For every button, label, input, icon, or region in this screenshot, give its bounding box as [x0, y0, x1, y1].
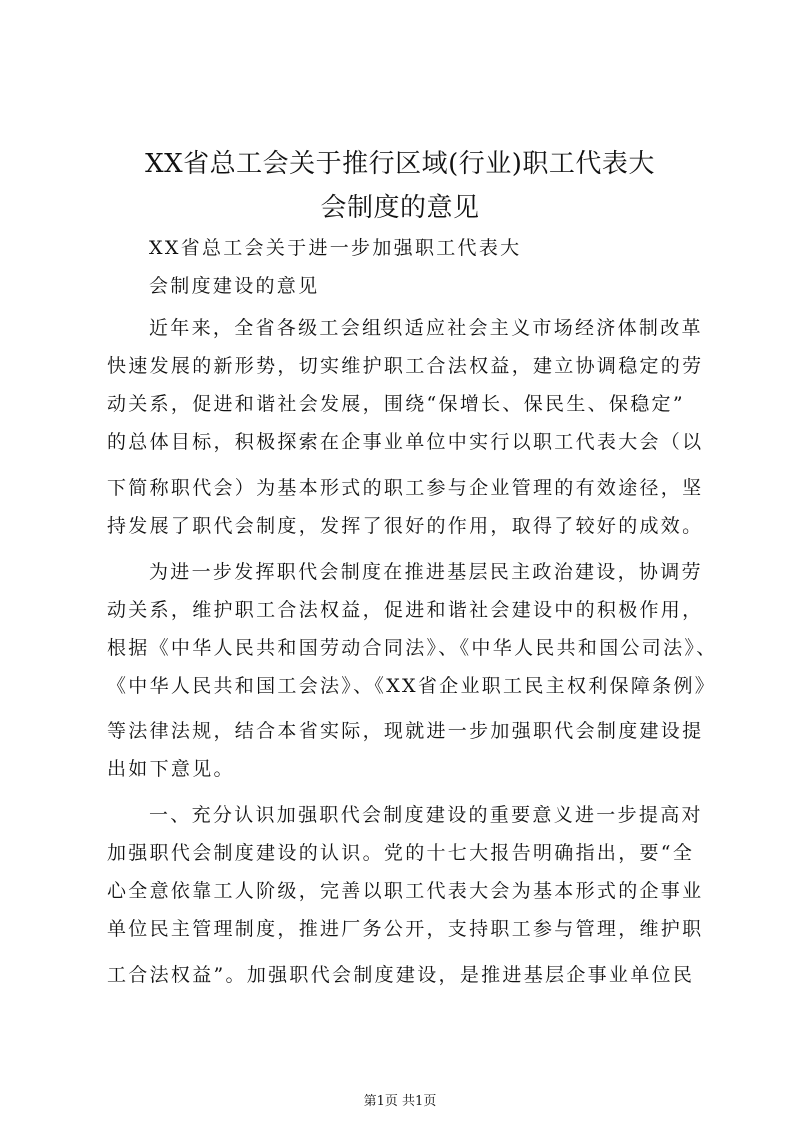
- body-line: 等法律法规，结合本省实际，现就进一步加强职代会制度建设提: [107, 720, 704, 742]
- subtitle-line-1: XX省总工会关于进一步加强职工代表大: [149, 237, 522, 259]
- body-line: 动关系，促进和谐社会发展，围绕“保增长、保民生、保稳定”: [107, 393, 685, 415]
- page-number-footer: 第1页 共1页: [363, 1094, 437, 1109]
- body-line: 《中华人民共和国工会法》、《XX省企业职工民主权利保障条例》: [107, 675, 717, 697]
- subtitle-line-2: 会制度建设的意见: [149, 275, 320, 297]
- body-line: 近年来，全省各级工会组织适应社会主义市场经济体制改革: [149, 317, 703, 339]
- document-title-line-2: 会制度的意见: [320, 193, 480, 223]
- document-title-line-1: XX省总工会关于推行区域(行业)职工代表大: [145, 149, 655, 179]
- body-line: 工合法权益”。加强职代会制度建设，是推进基层企事业单位民: [107, 964, 695, 986]
- body-line: 的总体目标，积极探索在企事业单位中实行以职工代表大会（以: [107, 431, 704, 453]
- body-line: 动关系，维护职工合法权益，促进和谐社会建设中的积极作用，: [107, 599, 704, 621]
- body-line: 出如下意见。: [107, 758, 235, 780]
- body-line: 单位民主管理制度，推进厂务公开，支持职工参与管理，维护职: [107, 918, 704, 940]
- body-line: 一、充分认识加强职代会制度建设的重要意义进一步提高对: [149, 804, 703, 826]
- body-line: 快速发展的新形势，切实维护职工合法权益，建立协调稳定的劳: [107, 355, 704, 377]
- body-line: 心全意依靠工人阶级，完善以职工代表大会为基本形式的企事业: [107, 880, 704, 902]
- body-line: 加强职代会制度建设的认识。党的十七大报告明确指出，要“全: [107, 842, 695, 864]
- body-line: 为进一步发挥职代会制度在推进基层民主政治建设，协调劳: [149, 561, 703, 583]
- body-line: 持发展了职代会制度，发挥了很好的作用，取得了较好的成效。: [107, 515, 704, 537]
- body-line: 根据《中华人民共和国劳动合同法》、《中华人民共和国公司法》、: [107, 637, 718, 659]
- body-line: 下简称职代会）为基本形式的职工参与企业管理的有效途径，坚: [107, 477, 704, 499]
